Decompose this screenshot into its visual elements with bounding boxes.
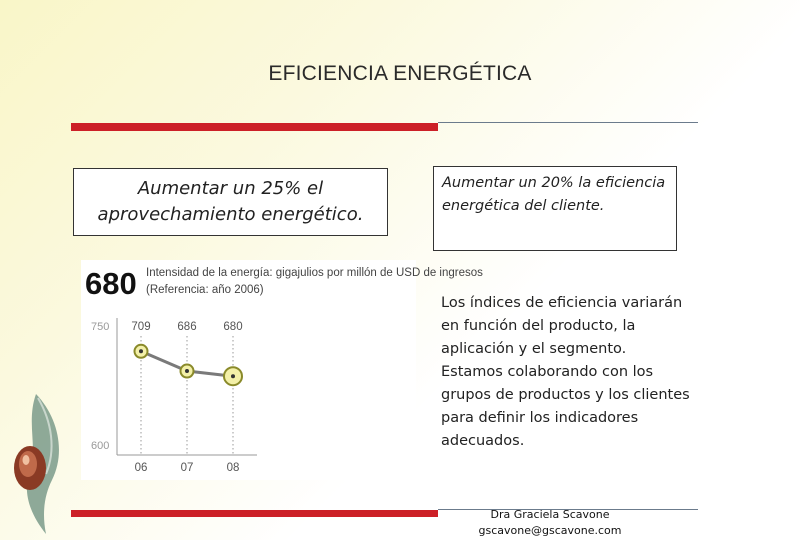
top-divider-line — [438, 122, 698, 123]
chart-point-center — [231, 374, 235, 378]
chart-category-label: 08 — [226, 462, 240, 474]
top-red-bar — [71, 123, 438, 131]
chart-category-label: 06 — [134, 462, 148, 474]
footer-name: Dra Graciela Scavone — [490, 508, 610, 521]
energy-intensity-chart — [81, 260, 483, 480]
chart-value-label: 680 — [223, 321, 243, 333]
chart-value-label: 709 — [131, 321, 151, 333]
footer-email: gscavone@gscavone.com — [478, 524, 622, 537]
goal-box-left — [73, 168, 388, 236]
leaf-seed-logo-icon — [8, 392, 68, 537]
chart-value-label: 686 — [177, 321, 197, 333]
chart-subtitle-line — [146, 284, 264, 296]
goal-left-text: Aumentar un 25% el aprovechamiento energético. — [97, 178, 364, 225]
chart-plot-area — [91, 318, 257, 474]
chart-big-value: 680 — [85, 266, 137, 301]
slide-title: EFICIENCIA ENERGÉTICA — [268, 62, 532, 85]
chart-title: Intensidad de la energía: gigajulios por millón de USD de ingresos — [146, 267, 483, 279]
chart-subtitle: (Referencia: año 2006) — [146, 284, 264, 296]
chart-point-center — [139, 349, 143, 353]
footer-credit — [440, 507, 660, 539]
bottom-red-bar — [71, 510, 438, 517]
chart-y-tick-600: 600 — [91, 440, 110, 452]
body-paragraph: Los índices de eficiencia variarán en función del producto, la aplicación y el segmento. Estamos colaborando con los grupos de productos y los clientes para definir los indicadores adecuados. — [441, 295, 690, 449]
chart-category-label: 07 — [180, 462, 194, 474]
chart-y-tick-750: 750 — [91, 321, 110, 333]
goal-right-text: Aumentar un 20% la eficiencia energética del cliente. — [442, 175, 666, 214]
chart-svg — [81, 260, 483, 480]
chart-point-center — [185, 369, 189, 373]
goal-box-right — [433, 166, 677, 251]
